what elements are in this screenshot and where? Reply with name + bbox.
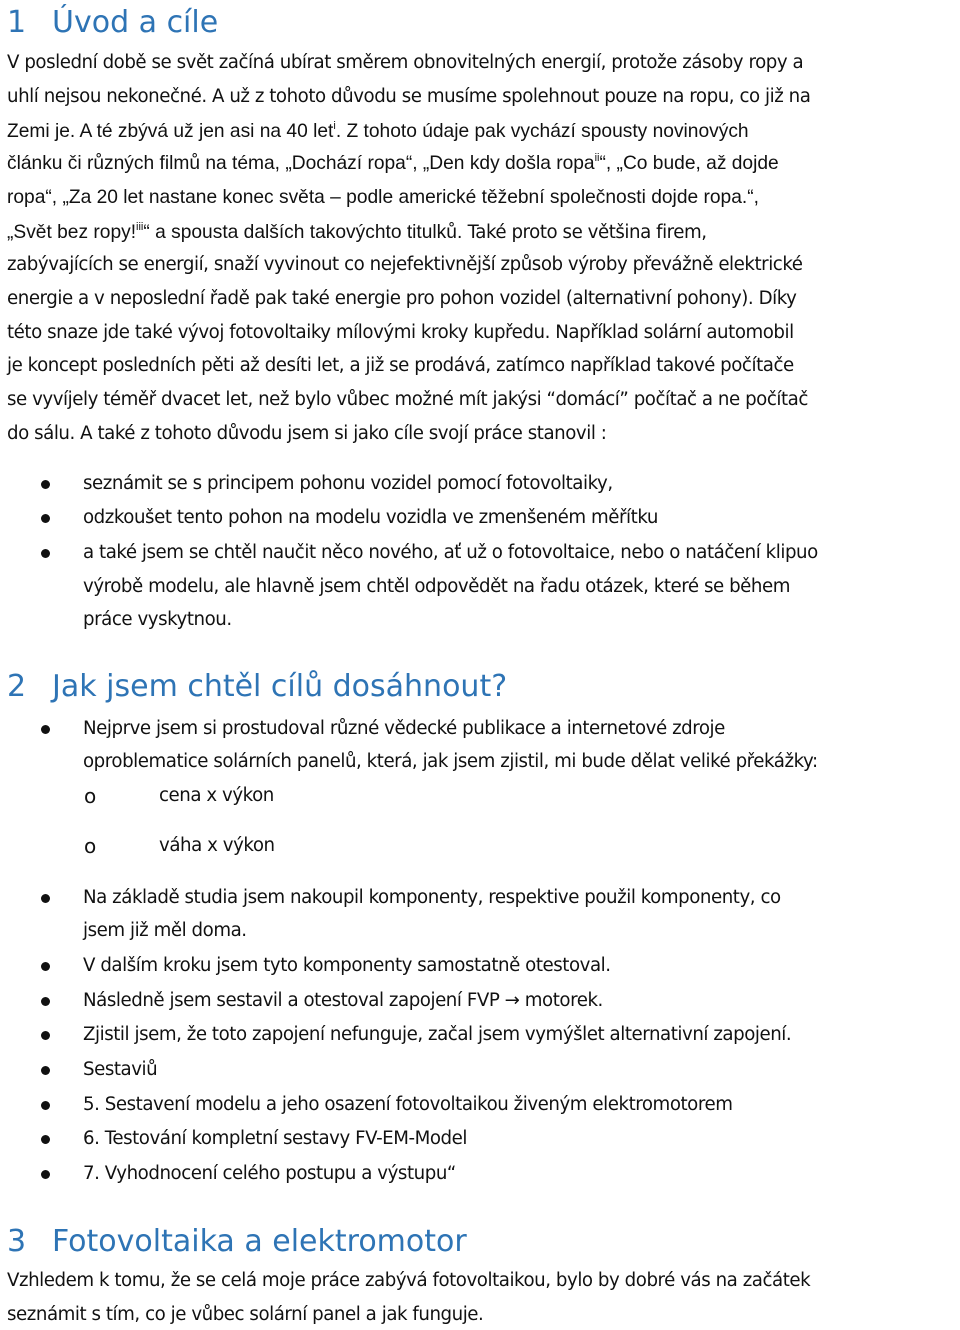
sub-list-item: váha x výkon — [159, 835, 275, 856]
list-item: 7. Vyhodnocení celého postupu a výstupu“ — [83, 1163, 456, 1184]
bullet-icon — [41, 725, 50, 734]
section-heading-1 — [7, 6, 218, 40]
paragraph-line — [7, 151, 779, 177]
section-number: 2 — [7, 669, 27, 704]
list-item: odzkoušet tento pohon na modelu vozidla ve zmenšeném měřítku — [83, 507, 658, 528]
list-item: 5. Sestavení modelu a jeho osazení fotovoltaikou živeným elektromotorem — [83, 1094, 733, 1115]
section-number: 1 — [7, 5, 27, 40]
bullet-icon — [41, 1101, 50, 1110]
sub-bullet-icon: o — [84, 834, 97, 858]
list-item: Následně jsem sestavil a otestoval zapojení FVP → motorek. — [83, 990, 603, 1011]
footnote-ref-iii[interactable]: iii — [136, 221, 144, 233]
text-run: „Svět bez ropy! — [7, 222, 137, 243]
list-item-continuation: práce vyskytnou. — [83, 609, 232, 630]
text-run: článku či různých filmů na téma, „Dochází ropa“, „Den kdy došla ropa — [7, 153, 595, 174]
paragraph-line: zabývajících se energií, snaží vyvinout co nejefektivnější způsob výroby převážně elektrické — [7, 254, 803, 275]
bullet-icon — [41, 1066, 50, 1075]
paragraph-line: V poslední době se svět začíná ubírat směrem obnovitelných energií, protože zásoby ropy a — [7, 52, 804, 73]
footnote-ref-i[interactable]: i — [333, 120, 336, 132]
list-item-continuation: jsem již měl doma. — [83, 920, 247, 941]
paragraph-line: Vzhledem k tomu, že se celá moje práce zabývá fotovoltaikou, bylo by dobré vás na začátek — [7, 1270, 811, 1291]
paragraph-line: této snaze jde také vývoj fotovoltaiky mílovými kroky kupředu. Například solární automobil — [7, 322, 794, 343]
sub-list-item: cena x výkon — [159, 785, 274, 806]
text-run: “, „Co bude, až dojde — [599, 153, 779, 174]
paragraph-line: seznámit s tím, co je vůbec solární panel a jak funguje. — [7, 1304, 484, 1325]
text-run: . Z tohoto údaje pak vychází spousty novinových — [335, 121, 749, 142]
paragraph-line: uhlí nejsou nekonečné. A už z tohoto důvodu se musíme spolehnout pouze na ropu, co již na — [7, 86, 811, 107]
list-item-continuation: oproblematice solárních panelů, která, jak jsem zjistil, mi bude dělat veliké překážky: — [83, 751, 818, 772]
paragraph-line: do sálu. A také z tohoto důvodu jsem si jako cíle svojí práce stanovil : — [7, 423, 607, 444]
paragraph-line — [7, 118, 749, 145]
text-run: “ a spousta dalších takovýchto titulků. — [143, 222, 463, 243]
bullet-icon — [41, 997, 50, 1006]
list-item: Zjistil jsem, že toto zapojení nefunguje, začal jsem vymýšlet alternativní zapojení. — [83, 1024, 792, 1045]
list-item-continuation: výrobě modelu, ale hlavně jsem chtěl odpovědět na řadu otázek, které se během — [83, 576, 790, 597]
text-run: Také proto se většina firem, — [462, 222, 707, 243]
paragraph-line: je koncept posledních pěti až desíti let, a již se prodává, zatímco například takové počítače — [7, 355, 794, 376]
footnote-ref-ii[interactable]: ii — [594, 152, 600, 164]
paragraph-line: ropa“, „Za 20 let nastane konec světa – podle americké těžební společnosti dojde ropa.“, — [7, 187, 759, 208]
list-item: seznámit se s principem pohonu vozidel pomocí fotovoltaiky, — [83, 473, 613, 494]
list-item: Sestaviů — [83, 1059, 158, 1080]
section-heading-3 — [7, 1225, 467, 1259]
bullet-icon — [41, 1031, 50, 1040]
list-item: Nejprve jsem si prostudoval různé vědecké publikace a internetové zdroje — [83, 718, 725, 739]
sub-bullet-icon: o — [84, 784, 97, 808]
text-run: Zemi je. A té zbývá už jen asi na 40 let — [7, 121, 334, 142]
bullet-icon — [41, 962, 50, 971]
list-item: 6. Testování kompletní sestavy FV-EM-Model — [83, 1128, 467, 1149]
paragraph-line: se vyvíjely téměř dvacet let, než bylo vůbec možné mít jakýsi “domácí” počítač a ne počítač — [7, 389, 808, 410]
section-heading-2 — [7, 670, 507, 704]
bullet-icon — [41, 1135, 50, 1144]
paragraph-line — [7, 219, 707, 246]
section-title: Úvod a cíle — [52, 5, 219, 40]
section-number: 3 — [7, 1224, 27, 1259]
list-item: a také jsem se chtěl naučit něco nového, ať už o fotovoltaice, nebo o natáčení klipuo — [83, 542, 818, 563]
bullet-icon — [41, 480, 50, 489]
list-item: Na základě studia jsem nakoupil komponenty, respektive použil komponenty, co — [83, 887, 781, 908]
bullet-icon — [41, 514, 50, 523]
bullet-icon — [41, 894, 50, 903]
section-title: Fotovoltaika a elektromotor — [52, 1224, 467, 1259]
paragraph-line: energie a v neposlední řadě pak také energie pro pohon vozidel (alternativní pohony). Díky — [7, 288, 797, 309]
section-title: Jak jsem chtěl cílů dosáhnout? — [52, 669, 508, 704]
list-item: V dalším kroku jsem tyto komponenty samostatně otestoval. — [83, 955, 611, 976]
bullet-icon — [41, 549, 50, 558]
bullet-icon — [41, 1170, 50, 1179]
